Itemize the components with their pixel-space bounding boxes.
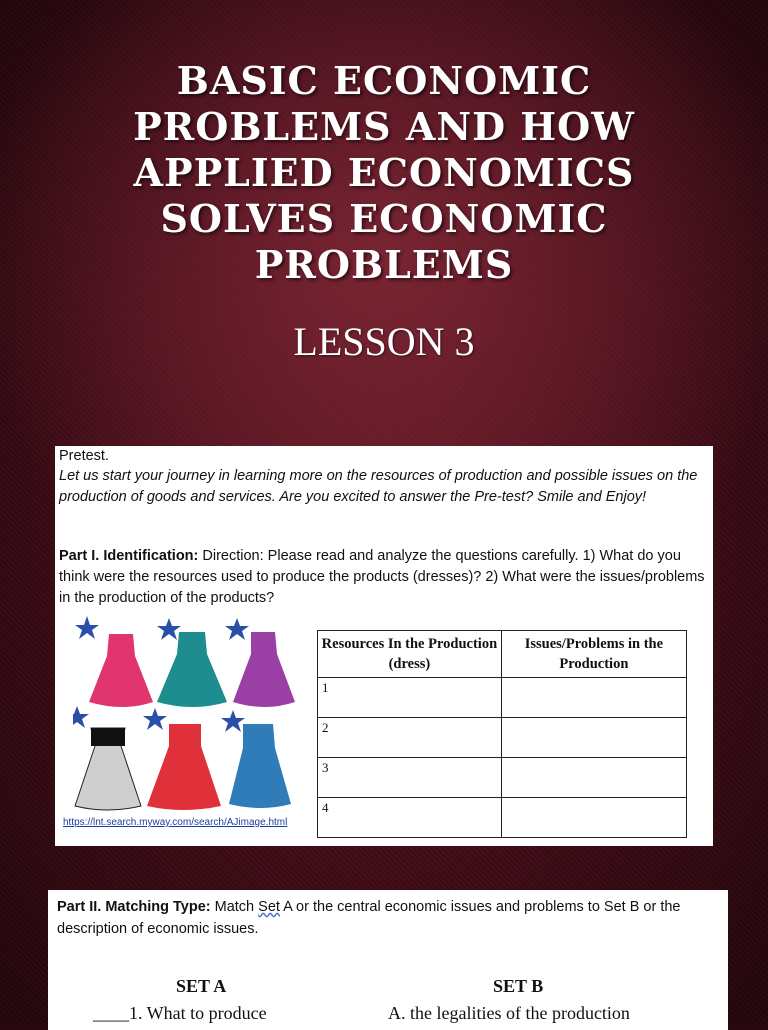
star-icon <box>221 710 245 732</box>
set-b-heading: SET B <box>493 976 544 996</box>
row-cell <box>501 798 686 838</box>
table-header-issues: Issues/Problems in the Production <box>501 631 686 678</box>
part1-text: Direction: Please read and analyze the questions carefully. 1) What do you think were the resources used to produce the products (dresses)? 2) What were the issues/problems in the production of the products? <box>59 548 705 606</box>
dresses-illustration <box>73 616 313 816</box>
star-icon <box>157 618 181 640</box>
part2-text-a: Match <box>210 899 259 915</box>
set-a-item: ____1. What to produce <box>93 1003 267 1023</box>
row-number: 3 <box>318 758 502 798</box>
dress-pink <box>89 634 153 707</box>
row-cell <box>501 678 686 718</box>
part2-label: Part II. Matching Type: <box>57 899 211 915</box>
row-number: 4 <box>318 798 502 838</box>
star-icon <box>143 708 167 730</box>
star-icon <box>75 616 99 639</box>
slide-title: BASIC ECONOMIC PROBLEMS AND HOW APPLIED ECONOMICS SOLVES ECONOMIC PROBLEMS <box>133 58 635 287</box>
pretest-heading: Pretest. <box>59 448 109 464</box>
row-cell <box>501 758 686 798</box>
row-number: 2 <box>318 718 502 758</box>
table-row <box>318 758 687 798</box>
image-source-link[interactable]: https://lnt.search.myway.com/search/AJimage.html <box>63 817 288 828</box>
set-b-item: A. the legalities of the production <box>388 1003 630 1023</box>
set-a-heading: SET A <box>176 976 227 996</box>
part1-label: Part I. Identification: <box>59 548 199 564</box>
star-icon <box>73 706 89 728</box>
dress-teal <box>157 632 227 707</box>
table-row <box>318 798 687 838</box>
row-number: 1 <box>318 678 502 718</box>
part2-directions <box>57 896 722 940</box>
star-icon <box>225 618 249 640</box>
identification-table <box>317 630 687 838</box>
dress-purple <box>233 632 295 707</box>
part2-text-b: A or the central economic issues and problems to Set B or the description of economic issues. <box>57 899 681 937</box>
table-header-resources: Resources In the Production (dress) <box>318 631 502 678</box>
table-row <box>318 718 687 758</box>
pretest-intro: Let us start your journey in learning more on the resources of production and possible issues on the production of goods and services. Are you excited to answer the Pre-test? Smile and Enjoy! <box>59 468 698 505</box>
table-row <box>318 678 687 718</box>
dress-red <box>147 724 221 810</box>
pretest-image <box>55 446 713 846</box>
matching-type-image <box>48 890 728 1030</box>
part1-directions <box>59 546 709 609</box>
slide-subtitle: LESSON 3 <box>293 319 475 364</box>
dress-bodice <box>91 728 125 746</box>
set-word: Set <box>258 899 280 915</box>
dress-blue <box>229 724 291 808</box>
row-cell <box>501 718 686 758</box>
